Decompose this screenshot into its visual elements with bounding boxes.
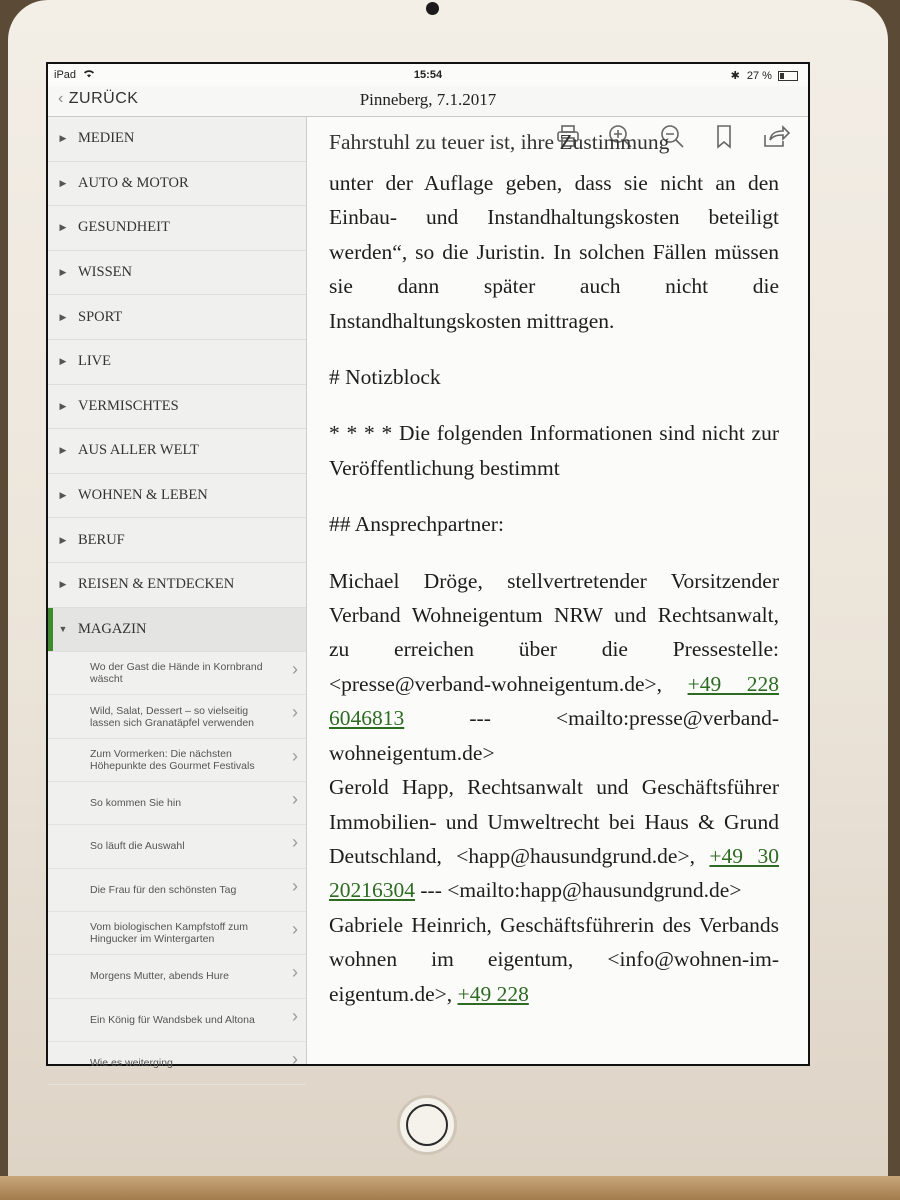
sidebar-item-label: BERUF xyxy=(78,531,125,548)
article-cut-line: Fahrstuhl zu teuer ist, ihre Zustimmung xyxy=(329,130,670,154)
sidebar-subitem-label: Zum Vormerken: Die nächsten Höhepunkte des Gourmet Festivals xyxy=(90,747,255,772)
contact-text: --- <mailto:happ@hausundgrund.de> xyxy=(415,878,742,903)
sidebar-item-aus-aller-welt[interactable] xyxy=(48,429,306,474)
chevron-right-icon: › xyxy=(292,745,298,766)
chevron-right-icon: › xyxy=(292,789,298,810)
battery-percent: 27 % xyxy=(746,70,772,82)
chevron-right-icon: › xyxy=(292,659,298,680)
article-heading-ansprechpartner: ## Ansprechpartner: xyxy=(329,512,504,537)
status-bar xyxy=(48,64,808,86)
sidebar-item-label: VERMISCHTES xyxy=(78,397,179,414)
article-heading-notizblock: # Notizblock xyxy=(329,365,441,390)
sidebar-subitem[interactable] xyxy=(48,652,306,695)
sidebar-subitem-label: So kommen Sie hin xyxy=(90,797,182,810)
sidebar-item-magazin[interactable] xyxy=(48,608,306,653)
sidebar-item-label: LIVE xyxy=(78,353,112,370)
sidebar-subitem-label: So läuft die Auswahl xyxy=(90,840,185,853)
sidebar-item-label: WISSEN xyxy=(78,264,132,281)
chevron-right-icon: › xyxy=(292,875,298,896)
sidebar-subitem[interactable] xyxy=(48,825,306,868)
sidebar-item-wissen[interactable] xyxy=(48,251,306,296)
contact-text: Gabriele Heinrich, Geschäftsführerin des Verbands wohnen im eigentum, <info@wohnen-im-eigentum.de>, xyxy=(329,912,779,1006)
expand-triangle-icon: ▶ xyxy=(59,356,67,367)
sidebar-subitem[interactable] xyxy=(48,999,306,1042)
sidebar-subitem[interactable] xyxy=(48,695,306,738)
back-label: ZURÜCK xyxy=(68,90,139,107)
sidebar-item-vermischtes[interactable] xyxy=(48,385,306,430)
sidebar-item-auto-motor[interactable] xyxy=(48,162,306,207)
expand-triangle-icon: ▶ xyxy=(59,445,67,456)
expand-triangle-icon: ▶ xyxy=(59,133,67,144)
article-paragraph: unter der Auflage geben, dass sie nicht an den Einbau- und Instandhaltungskosten beteiligt werden“, so die Juristin. In solchen Fällen müssen sie dann später auch nicht die Instandhaltungskosten mittragen. xyxy=(329,171,779,333)
sidebar-item-gesundheit[interactable] xyxy=(48,206,306,251)
sidebar-item-live[interactable] xyxy=(48,340,306,385)
battery-icon xyxy=(778,71,798,81)
page-title: Pinneberg, 7.1.2017 xyxy=(359,90,497,109)
sidebar-subitem-label: Wo der Gast die Hände in Kornbrand wäscht xyxy=(90,661,263,686)
status-right xyxy=(731,69,798,82)
phone-link[interactable]: +49 30 20216304 xyxy=(329,843,779,903)
phone-link[interactable]: +49 228 6046813 xyxy=(329,671,779,731)
expand-triangle-icon: ▶ xyxy=(59,311,67,322)
chevron-right-icon: › xyxy=(292,702,298,723)
contact-entry xyxy=(329,564,779,770)
article-body xyxy=(329,130,779,1064)
collapse-triangle-icon: ▼ xyxy=(58,624,68,635)
front-camera xyxy=(426,2,439,15)
expand-triangle-icon: ▶ xyxy=(59,579,67,590)
sidebar-item-sport[interactable] xyxy=(48,295,306,340)
contact-text: Michael Dröge, stellvertretender Vorsitzender Verband Wohneigentum NRW und Rechtsanwalt, zu erreichen über die Pressestelle: <presse@verband-wohneigentum.de>, xyxy=(329,568,779,696)
home-button[interactable] xyxy=(397,1095,457,1155)
contact-entry xyxy=(329,908,779,1011)
navigation-bar xyxy=(48,86,808,117)
expand-triangle-icon: ▶ xyxy=(59,490,67,501)
expand-triangle-icon: ▶ xyxy=(59,267,67,278)
device-name: iPad xyxy=(54,69,77,81)
sidebar-item-label: REISEN & ENTDECKEN xyxy=(78,576,235,593)
sidebar-subitem[interactable] xyxy=(48,869,306,912)
chevron-right-icon: › xyxy=(292,962,298,983)
expand-triangle-icon: ▶ xyxy=(59,177,67,188)
sidebar-subitem[interactable] xyxy=(48,912,306,955)
status-time: 15:54 xyxy=(413,69,443,81)
sidebar-item-label: AUS ALLER WELT xyxy=(78,442,199,459)
sidebar-item-wohnen-leben[interactable] xyxy=(48,474,306,519)
sidebar-subitem-label: Wild, Salat, Dessert – so vielseitig lassen sich Granatäpfel verwenden xyxy=(90,704,255,729)
sidebar-item-label: MAGAZIN xyxy=(78,620,147,637)
chevron-right-icon: › xyxy=(292,832,298,853)
sidebar-item-label: WOHNEN & LEBEN xyxy=(78,487,208,504)
sidebar-subitem-label: Die Frau für den schönsten Tag xyxy=(90,883,237,896)
expand-triangle-icon: ▶ xyxy=(59,534,67,545)
sidebar-subitem-label: Morgens Mutter, abends Hure xyxy=(90,970,229,983)
chevron-right-icon: › xyxy=(292,918,298,939)
sidebar-item-label: GESUNDHEIT xyxy=(78,219,170,236)
sidebar-item-medien[interactable] xyxy=(48,117,306,162)
sidebar-subitem[interactable] xyxy=(48,1042,306,1085)
sidebar xyxy=(48,117,307,1069)
contact-text: --- <mailto:presse@verband-wohneigentum.de> xyxy=(329,706,779,765)
expand-triangle-icon: ▶ xyxy=(59,222,67,233)
wooden-surface xyxy=(0,1176,900,1200)
phone-link[interactable]: +49 228 xyxy=(457,981,529,1006)
article-paragraph: * * * * Die folgenden Informationen sind nicht zur Veröffentlichung bestimmt xyxy=(329,421,779,480)
sidebar-subitem-label: Vom biologischen Kampfstoff zum Hingucker im Wintergarten xyxy=(90,921,248,946)
sidebar-subitem-label: Ein König für Wandsbek und Altona xyxy=(90,1013,255,1026)
sidebar-subitem-label: Wie es weiterging xyxy=(90,1056,173,1069)
chevron-left-icon: ‹ xyxy=(58,90,64,107)
sidebar-item-label: SPORT xyxy=(78,308,123,325)
contact-text: Gerold Happ, Rechtsanwalt und Geschäftsführer Immobilien- und Umweltrecht bei Haus & Grund Deutschland, <happ@hausundgrund.de>, xyxy=(329,775,779,868)
sidebar-item-label: AUTO & MOTOR xyxy=(78,174,189,191)
sidebar-subitem[interactable] xyxy=(48,782,306,825)
chevron-right-icon: › xyxy=(292,1005,298,1026)
sidebar-subitem[interactable] xyxy=(48,739,306,782)
sidebar-item-beruf[interactable] xyxy=(48,518,306,563)
expand-triangle-icon: ▶ xyxy=(59,400,67,411)
sidebar-subitem[interactable] xyxy=(48,955,306,998)
chevron-right-icon: › xyxy=(292,1048,298,1069)
bluetooth-icon: ✱ xyxy=(730,70,740,82)
contact-entry xyxy=(329,770,779,908)
ipad-screen xyxy=(46,62,810,1069)
sidebar-item-reisen-entdecken[interactable] xyxy=(48,563,306,608)
sidebar-item-label: MEDIEN xyxy=(78,130,135,147)
